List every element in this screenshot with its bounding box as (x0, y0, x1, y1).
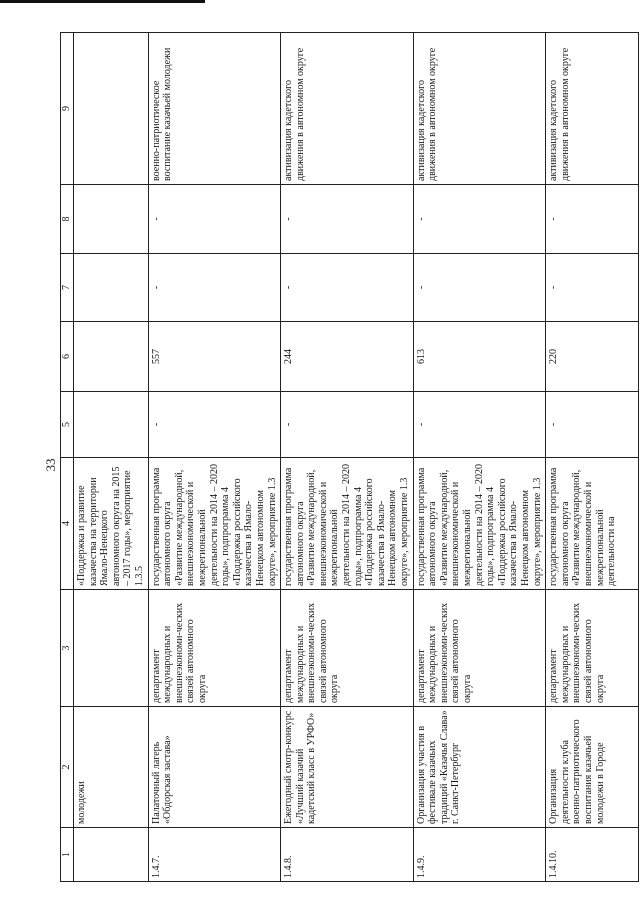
cell-col6: 244 (281, 322, 414, 392)
table-row (74, 33, 149, 882)
executor: департамент международных и внешнеэкономи-ческих связей автономного округа (413, 590, 546, 707)
column-header: 7 (61, 254, 74, 322)
table-row (281, 33, 414, 882)
cell-col7: - (546, 254, 639, 322)
column-header: 1 (61, 828, 74, 882)
executor (74, 590, 149, 707)
cell-col7 (74, 254, 149, 322)
cell-col5: - (546, 392, 639, 458)
row-number: 1.4.10. (546, 828, 639, 882)
measure-name: Организация деятельности клуба военно-патриотического воспитания казачьей молодежи в Городе (546, 707, 639, 828)
row-number (74, 828, 149, 882)
table-row (148, 33, 281, 882)
expected-result: военно-патриотическое воспитание казачьей молодежи (148, 33, 281, 185)
measures-table-sheet (60, 33, 618, 882)
cell-col5: - (148, 392, 281, 458)
column-header: 2 (61, 707, 74, 828)
measure-name: Палаточный лагерь «Обдорская застава» (148, 707, 281, 828)
cell-col7: - (281, 254, 414, 322)
program-reference: государственная программа автономного округа «Развитие международной, внешнеэкономической и межрегиональной деятельности на 2014 – 2020 годы», подпрограмма 4 «Поддержка российского казачества в Ямало-Ненецком автономном округе», мероприятие 1.3 (413, 458, 546, 590)
measures-table (60, 32, 639, 882)
column-number-row (61, 33, 74, 882)
column-header: 3 (61, 590, 74, 707)
executor: департамент международных и внешнеэкономи-ческих связей автономного округа (546, 590, 639, 707)
column-header: 4 (61, 458, 74, 590)
cell-col6: 557 (148, 322, 281, 392)
cell-col5 (74, 392, 149, 458)
cell-col7: - (148, 254, 281, 322)
cell-col6: 220 (546, 322, 639, 392)
table-row (546, 33, 639, 882)
cell-col6: 613 (413, 322, 546, 392)
table-row (413, 33, 546, 882)
expected-result: активизация кадетского движения в автономном округе (413, 33, 546, 185)
column-header: 9 (61, 33, 74, 185)
executor: департамент международных и внешнеэкономи-ческих связей автономного округа (281, 590, 414, 707)
top-rule (0, 0, 205, 3)
cell-col8 (74, 185, 149, 254)
program-reference: «Поддержка и развитие казачества на территории Ямало-Ненецкого автономного округа на 2015 – 2017 годы», мероприятие 1.3.5 (74, 458, 149, 590)
executor: департамент международных и внешнеэкономи-ческих связей автономного округа (148, 590, 281, 707)
measure-name: молодежи (74, 707, 149, 828)
page-number: 33 (43, 458, 58, 472)
row-number: 1.4.9. (413, 828, 546, 882)
cell-col8: - (546, 185, 639, 254)
column-header: 5 (61, 392, 74, 458)
expected-result: активизация кадетского движения в автономном округе (546, 33, 639, 185)
cell-col8: - (148, 185, 281, 254)
cell-col8: - (413, 185, 546, 254)
cell-col5: - (413, 392, 546, 458)
measure-name: Ежегодный смотр-конкурс «Лучший казачий кадетский класс в УРФО» (281, 707, 414, 828)
cell-col7: - (413, 254, 546, 322)
measure-name: Организация участия в фестивале казачьих традиций «Казачья Слава» г. Санкт-Петербург (413, 707, 546, 828)
column-header: 8 (61, 185, 74, 254)
row-number: 1.4.8. (281, 828, 414, 882)
expected-result: активизация кадетского движения в автономном округе (281, 33, 414, 185)
program-reference: государственная программа автономного округа «Развитие международной, внешнеэкономической и межрегиональной деятельности на 2014 – 2020 годы», подпрограмма 4 «Поддержка российского казачества в Ямало-Ненецком автономном округе», мероприятие 1.3 (148, 458, 281, 590)
program-reference: государственная программа автономного округа «Развитие международной, внешнеэкономической и межрегиональной деятельности на (546, 458, 639, 590)
cell-col5: - (281, 392, 414, 458)
expected-result (74, 33, 149, 185)
cell-col8: - (281, 185, 414, 254)
program-reference: государственная программа автономного округа «Развитие международной, внешнеэкономической и межрегиональной деятельности на 2014 – 2020 годы», подпрограмма 4 «Поддержка российского казачества в Ямало-Ненецком автономном округе», мероприятие 1.3 (281, 458, 414, 590)
cell-col6 (74, 322, 149, 392)
row-number: 1.4.7. (148, 828, 281, 882)
column-header: 6 (61, 322, 74, 392)
